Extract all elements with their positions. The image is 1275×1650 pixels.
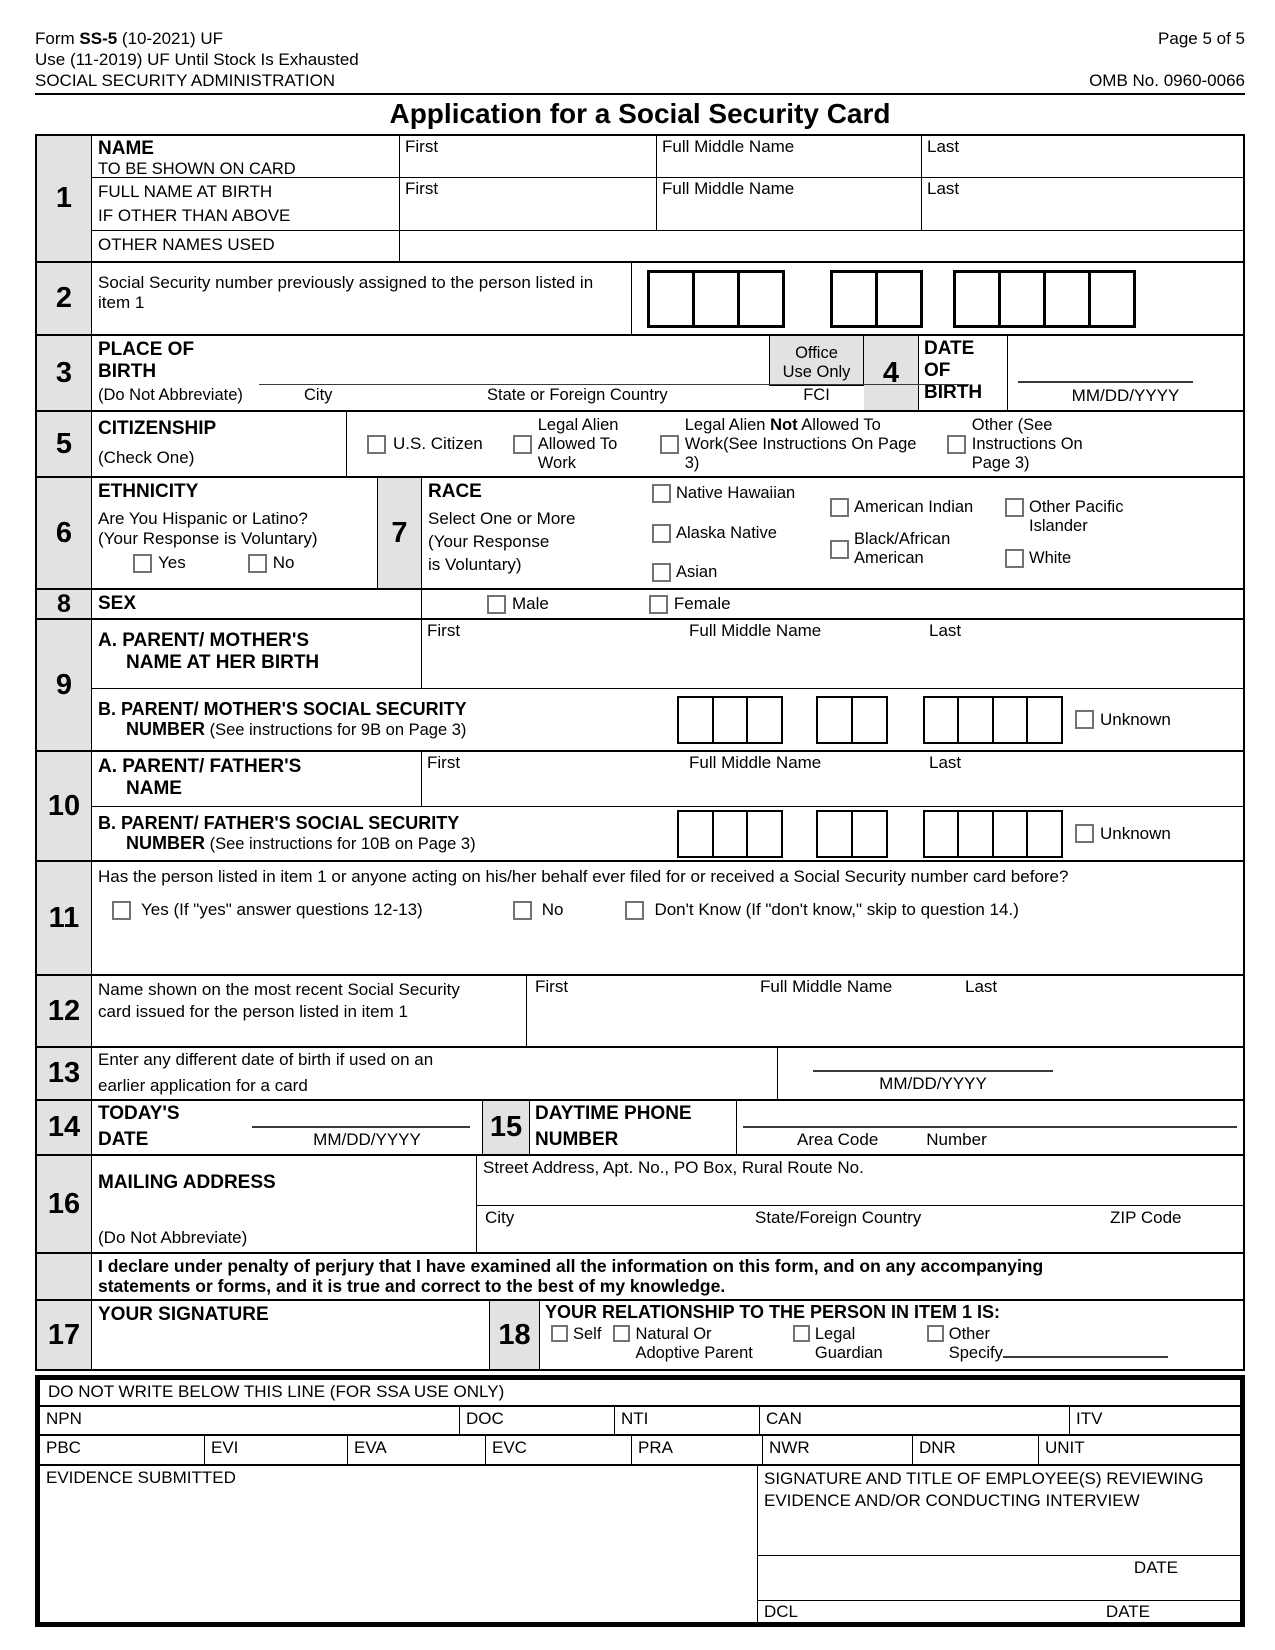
item-1-number: 1 — [37, 136, 92, 261]
ssn-digit-cell[interactable] — [875, 270, 923, 328]
pra-field[interactable]: PRA — [632, 1436, 763, 1464]
employee-date-field[interactable]: DATE — [758, 1556, 1240, 1601]
todays-date-label: TODAY'S DATE — [98, 1103, 180, 1150]
item-16-number: 16 — [37, 1156, 92, 1252]
item-13-row — [37, 1048, 1243, 1101]
race-american-indian-checkbox[interactable] — [830, 498, 849, 517]
ssn-digit-cell[interactable] — [677, 696, 714, 744]
ssn-digit-cell[interactable] — [746, 810, 783, 858]
your-signature-field[interactable]: YOUR SIGNATURE — [92, 1301, 490, 1369]
different-dob-field[interactable] — [813, 1048, 1053, 1072]
race-column-2 — [830, 484, 1005, 582]
todays-date-field[interactable] — [252, 1101, 470, 1128]
prior-ssn-label: Social Security number previously assigned to the person listed in item 1 — [92, 263, 632, 334]
ssa-use-only-box — [35, 1375, 1245, 1627]
state-label: State or Foreign Country — [487, 386, 668, 404]
doc-field[interactable]: DOC — [460, 1407, 615, 1434]
filed-yes-checkbox[interactable] — [112, 901, 131, 920]
unit-field[interactable]: UNIT — [1045, 1438, 1085, 1457]
evc-field[interactable]: EVC — [486, 1436, 632, 1464]
option-legal-alien-not-allowed: Legal Alien Not Allowed To Work(See Instructions On Page 3) — [660, 416, 933, 473]
item-5-row — [37, 412, 1243, 478]
other-names-label: OTHER NAMES USED — [92, 231, 400, 261]
relationship-specify-field[interactable] — [1003, 1344, 1168, 1358]
ssn-digit-cell[interactable] — [1026, 696, 1063, 744]
date-of-birth-label: DATE OF BIRTH — [924, 338, 983, 403]
ssn-digit-cell[interactable] — [992, 810, 1029, 858]
race-column-1 — [652, 484, 830, 582]
npn-field[interactable]: NPN — [40, 1407, 460, 1434]
race-asian-checkbox[interactable] — [652, 563, 671, 582]
dob-format-label: MM/DD/YYYY — [1071, 386, 1180, 405]
pbc-field[interactable]: PBC — [40, 1436, 205, 1464]
ssn-digit-cell[interactable] — [712, 696, 749, 744]
mother-ssn-group-middle — [816, 696, 888, 744]
ssn-digit-cell[interactable] — [851, 810, 888, 858]
ssn-digit-cell[interactable] — [923, 696, 960, 744]
mother-ssn-unknown-checkbox[interactable] — [1075, 710, 1094, 729]
item-12-row — [37, 976, 1243, 1048]
place-of-birth-write-line[interactable] — [259, 384, 969, 385]
item-15-number: 15 — [482, 1101, 530, 1154]
father-ssn-label: B. PARENT/ FATHER'S SOCIAL SECURITY NUMBER (See instructions for 10B on Page 3) — [98, 813, 476, 853]
ethnicity-cell: ETHNICITY Are You Hispanic or Latino? (Your Response is Voluntary) Yes No — [98, 481, 318, 572]
relationship-parent-checkbox[interactable] — [613, 1325, 630, 1342]
ssn-digit-cell[interactable] — [830, 270, 878, 328]
item-17-18-row — [37, 1301, 1243, 1369]
race-alaska-native-checkbox[interactable] — [652, 524, 671, 543]
item-2-row — [37, 263, 1243, 336]
name-middle-field[interactable]: Full Middle Name — [657, 136, 922, 177]
option-alaska-native: Alaska Native — [652, 524, 830, 543]
sex-label: SEX — [92, 590, 422, 618]
sex-female-checkbox[interactable] — [649, 595, 668, 614]
race-black-african-american-checkbox[interactable] — [830, 540, 849, 559]
street-address-field[interactable]: Street Address, Apt. No., PO Box, Rural Route No. — [477, 1156, 1243, 1206]
ssn-digit-cell[interactable] — [923, 810, 960, 858]
option-other-pacific-islander: Other Pacific Islander — [1005, 498, 1243, 536]
item-7-number: 7 — [377, 478, 422, 588]
sex-male-checkbox[interactable] — [487, 595, 506, 614]
dnr-field[interactable]: DNR — [913, 1436, 1039, 1464]
item-6-7-row — [37, 478, 1243, 590]
citizenship-other-checkbox[interactable] — [947, 435, 966, 454]
itv-field[interactable]: ITV — [1076, 1409, 1103, 1428]
mother-ssn-group-serial — [923, 696, 1064, 744]
name-last-field[interactable]: Last — [927, 137, 960, 156]
eva-field[interactable]: EVA — [348, 1436, 486, 1464]
father-ssn-group-serial — [923, 810, 1064, 858]
relationship-self-checkbox[interactable] — [551, 1325, 568, 1342]
option-citizenship-other: Other (See Instructions On Page 3) — [947, 416, 1117, 473]
declaration-number-cell — [37, 1254, 92, 1299]
name-at-birth-label: FULL NAME AT BIRTH IF OTHER THAN ABOVE — [92, 178, 400, 230]
mother-ssn-group-area — [677, 696, 783, 744]
state-country-label: State/Foreign Country — [755, 1208, 922, 1227]
option-american-indian: American Indian — [830, 498, 1005, 517]
option-filed-dont-know: Don't Know (If "don't know," skip to question 14.) — [625, 900, 1018, 920]
ssn-box-group-middle — [830, 270, 923, 328]
item-9-number: 9 — [37, 620, 92, 750]
item-2-number: 2 — [37, 263, 92, 334]
father-ssn-group-middle — [816, 810, 888, 858]
item-18-number: 18 — [490, 1301, 540, 1369]
different-dob-format: MM/DD/YYYY — [879, 1074, 987, 1093]
office-use-only-box: Office Use Only — [769, 336, 864, 386]
hispanic-yes-checkbox[interactable] — [133, 554, 152, 573]
nti-field[interactable]: NTI — [615, 1407, 760, 1434]
ssa-box-title: DO NOT WRITE BELOW THIS LINE (FOR SSA USE ONLY) — [48, 1382, 505, 1401]
option-male: Male — [487, 594, 549, 614]
mailing-address-note: (Do Not Abbreviate) — [98, 1228, 248, 1247]
option-hispanic-yes: Yes — [133, 553, 186, 573]
option-rel-parent: Natural Or Adoptive Parent — [613, 1325, 752, 1363]
race-other-pacific-islander-checkbox[interactable] — [1005, 498, 1024, 517]
ssn-digit-cell[interactable] — [998, 270, 1046, 328]
item-6-number: 6 — [37, 478, 92, 588]
birth-name-first-field[interactable]: First — [400, 178, 657, 230]
option-white: White — [1005, 549, 1243, 568]
declaration-row — [37, 1254, 1243, 1301]
nwr-field[interactable]: NWR — [763, 1436, 913, 1464]
legal-alien-allowed-checkbox[interactable] — [513, 435, 532, 454]
ssn-digit-cell[interactable] — [712, 810, 749, 858]
ssn-digit-cell[interactable] — [746, 696, 783, 744]
item-10-number: 10 — [37, 752, 92, 860]
can-field[interactable]: CAN — [760, 1407, 1070, 1434]
ssn-box-group-area — [647, 270, 785, 328]
page-indicator: Page 5 of 5 — [1158, 29, 1245, 48]
birth-name-last-field[interactable]: Last — [927, 179, 960, 198]
fci-label: FCI — [803, 386, 830, 404]
item-11-row — [37, 862, 1243, 976]
item-11-number: 11 — [37, 862, 92, 974]
option-legal-alien-allowed: Legal Alien Allowed To Work — [513, 416, 648, 473]
city-label: City — [304, 386, 333, 404]
option-female: Female — [649, 594, 731, 614]
recent-card-name-label: Name shown on the most recent Social Security card issued for the person listed in item 1 — [92, 976, 527, 1046]
option-black-african-american: Black/African American — [830, 530, 1005, 568]
citizenship-label: CITIZENSHIP (Check One) — [92, 412, 347, 476]
option-rel-other: Other Specify — [927, 1325, 1168, 1363]
evi-field[interactable]: EVI — [205, 1436, 348, 1464]
form-title: Application for a Social Security Card — [389, 98, 891, 129]
other-names-field[interactable] — [400, 231, 405, 261]
place-of-birth-field[interactable]: PLACE OF BIRTH — [98, 339, 195, 382]
todays-date-format: MM/DD/YYYY — [313, 1130, 421, 1149]
item-9-row: 9 A. PARENT/ MOTHER'S NAME AT HER BIRTH First Full Middle Name Last B. PARENT/ MOTHER'S SOCIAL SECURITY NUMBER (See instructions for 9B on Page 3) Unknown — [37, 620, 1243, 752]
form-body — [35, 134, 1245, 1371]
name-on-card-label: NAME TO BE SHOWN ON CARD — [92, 136, 400, 177]
ssn-digit-cell[interactable] — [953, 270, 1001, 328]
item-14-15-row — [37, 1101, 1243, 1156]
item-14-number: 14 — [37, 1101, 92, 1154]
different-dob-label: Enter any different date of birth if used on an earlier application for a card — [92, 1048, 778, 1099]
mother-name-label: A. PARENT/ MOTHER'S NAME AT HER BIRTH — [92, 620, 422, 688]
ssn-digit-cell[interactable] — [692, 270, 740, 328]
option-us-citizen: U.S. Citizen — [367, 434, 483, 454]
item-3-4-row — [37, 336, 1243, 412]
us-citizen-checkbox[interactable] — [367, 435, 386, 454]
option-asian: Asian — [652, 563, 830, 582]
agency-name: SOCIAL SECURITY ADMINISTRATION — [35, 71, 336, 90]
option-filed-yes: Yes (If "yes" answer questions 12-13) — [112, 900, 423, 920]
city-state-zip-field[interactable] — [477, 1206, 1243, 1252]
item-1-row — [37, 136, 1243, 263]
hispanic-no-checkbox[interactable] — [248, 554, 267, 573]
ssn-digit-cell[interactable] — [1088, 270, 1136, 328]
ssn-digit-cell[interactable] — [851, 696, 888, 744]
relationship-other-checkbox[interactable] — [927, 1325, 944, 1342]
race-label-cell: RACE Select One or More (Your Response is Voluntary) — [428, 481, 576, 574]
ssn-digit-cell[interactable] — [957, 810, 994, 858]
evidence-submitted-field[interactable]: EVIDENCE SUBMITTED — [40, 1466, 758, 1622]
option-hispanic-no: No — [248, 553, 295, 573]
father-ssn-unknown-checkbox[interactable] — [1075, 824, 1094, 843]
ssn-digit-cell[interactable] — [816, 810, 853, 858]
ssn-box-group-serial — [953, 270, 1136, 328]
relationship-title: YOUR RELATIONSHIP TO THE PERSON IN ITEM 1 IS: — [545, 1302, 1001, 1322]
filed-no-checkbox[interactable] — [513, 901, 532, 920]
daytime-phone-label: DAYTIME PHONE NUMBER — [530, 1101, 737, 1154]
do-not-abbreviate-note: (Do Not Abbreviate) — [98, 386, 243, 404]
mailing-address-label: MAILING ADDRESS — [98, 1172, 276, 1193]
form-use-line: Use (11-2019) UF Until Stock Is Exhausted — [35, 50, 359, 69]
ssn-digit-cell[interactable] — [1043, 270, 1091, 328]
item-12-number: 12 — [37, 976, 92, 1046]
declaration-text: I declare under penalty of perjury that I have examined all the information on this form, and on any accompanying statements or forms, and it is true and correct to the best of my knowledge. — [98, 1256, 1044, 1296]
mother-name-field[interactable]: First Full Middle Name Last — [427, 621, 962, 640]
birth-name-middle-field[interactable]: Full Middle Name — [657, 178, 922, 230]
ssn-digit-cell[interactable] — [737, 270, 785, 328]
item-13-number: 13 — [37, 1048, 92, 1099]
date-of-birth-field[interactable] — [1018, 336, 1193, 383]
race-column-3 — [1005, 484, 1243, 582]
area-code-label: Area Code — [797, 1130, 879, 1149]
filed-dont-know-checkbox[interactable] — [625, 901, 644, 920]
ssn-digit-cell[interactable] — [1026, 810, 1063, 858]
item-10-row: 10 A. PARENT/ FATHER'S NAME First Full Middle Name Last B. PARENT/ FATHER'S SOCIAL SECURITY NUMBER (See instructions for 10B on Page 3) Unknown — [37, 752, 1243, 862]
ssn-digit-cell[interactable] — [677, 810, 714, 858]
zip-code-label: ZIP Code — [1110, 1208, 1182, 1227]
item-16-row — [37, 1156, 1243, 1254]
filed-before-question: Has the person listed in item 1 or anyone acting on his/her behalf ever filed for or received a Social Security number card before? — [98, 867, 1069, 886]
ssn-digit-cell[interactable] — [816, 696, 853, 744]
ssn-digit-cell[interactable] — [992, 696, 1029, 744]
phone-number-field[interactable] — [743, 1101, 1237, 1128]
dcl-date-field[interactable]: DATE — [1105, 1602, 1150, 1621]
race-white-checkbox[interactable] — [1005, 549, 1024, 568]
father-name-label: A. PARENT/ FATHER'S NAME — [92, 752, 422, 806]
option-filed-no: No — [513, 900, 564, 920]
item-8-number: 8 — [37, 590, 92, 618]
ssn-digit-cell[interactable] — [647, 270, 695, 328]
relationship-legal-guardian-checkbox[interactable] — [793, 1325, 810, 1342]
item-8-row — [37, 590, 1243, 620]
name-first-field[interactable]: First — [400, 136, 657, 177]
race-native-hawaiian-checkbox[interactable] — [652, 484, 671, 503]
option-rel-legal-guardian: Legal Guardian — [793, 1325, 883, 1363]
mother-ssn-label: B. PARENT/ MOTHER'S SOCIAL SECURITY NUMBER (See instructions for 9B on Page 3) — [98, 699, 467, 739]
item-3-number: 3 — [37, 336, 92, 410]
legal-alien-not-allowed-checkbox[interactable] — [660, 435, 679, 454]
item-4-number: 4 — [864, 336, 919, 410]
item-5-number: 5 — [37, 412, 92, 476]
employee-signature-field[interactable]: SIGNATURE AND TITLE OF EMPLOYEE(S) REVIEWING EVIDENCE AND/OR CONDUCTING INTERVIEW — [758, 1466, 1240, 1556]
form-id-line: Form SS-5 (10-2021) UF — [35, 29, 224, 48]
option-native-hawaiian: Native Hawaiian — [652, 484, 830, 503]
number-label: Number — [926, 1130, 987, 1149]
recent-card-name-field[interactable]: First Full Middle Name Last — [535, 977, 998, 996]
ssn-digit-cell[interactable] — [957, 696, 994, 744]
father-ssn-group-area — [677, 810, 783, 858]
item-17-number: 17 — [37, 1301, 92, 1369]
option-rel-self: Self — [551, 1325, 601, 1344]
form-header — [35, 28, 1245, 95]
dcl-field[interactable]: DCL — [764, 1602, 799, 1621]
father-name-field[interactable]: First Full Middle Name Last — [427, 753, 962, 772]
city-field-label: City — [485, 1208, 515, 1227]
omb-number: OMB No. 0960-0066 — [1089, 71, 1245, 90]
place-of-birth-sublabels — [92, 386, 769, 410]
